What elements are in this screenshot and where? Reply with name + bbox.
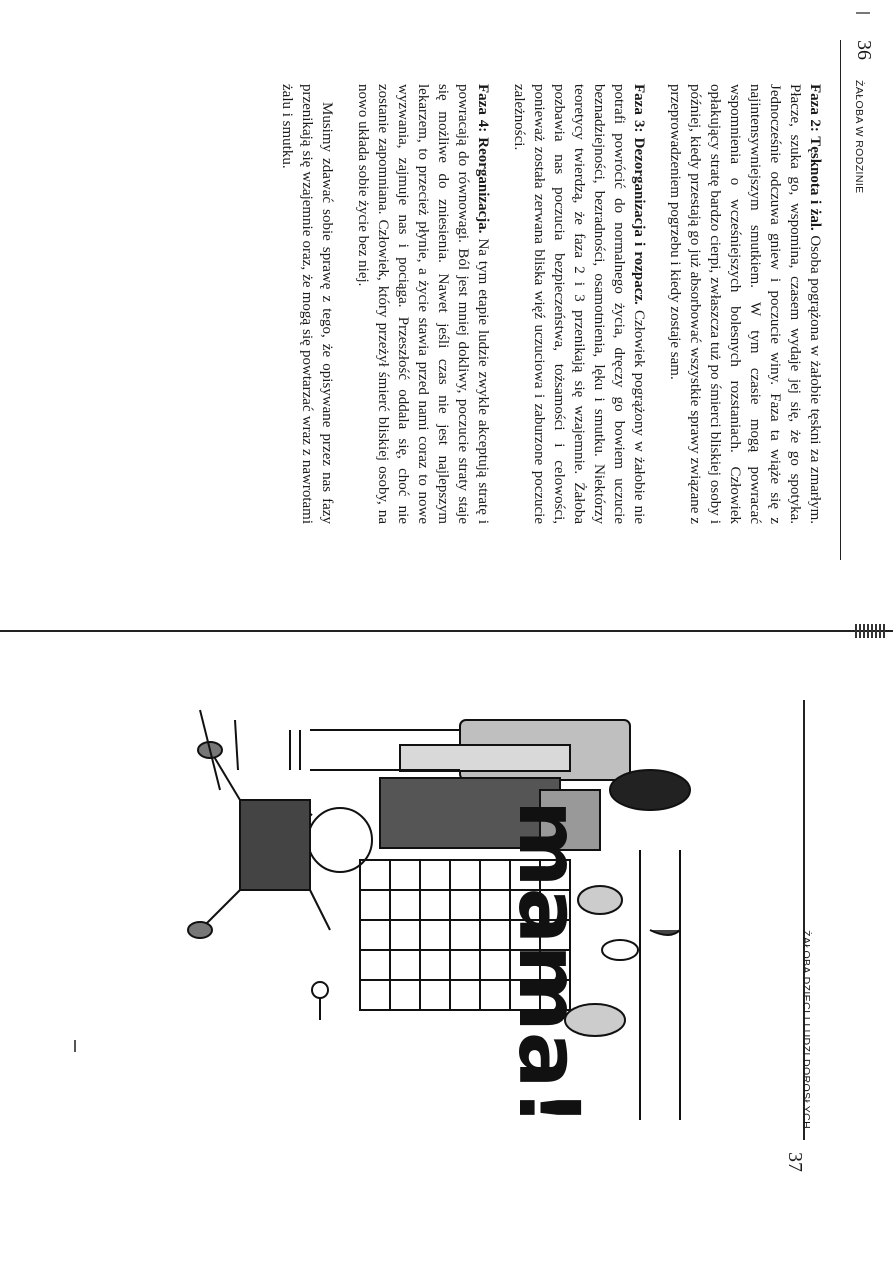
fold-scan-mark (855, 624, 885, 638)
page-36 (5, 40, 885, 560)
page-number-37: 37 (784, 1152, 806, 1172)
page-header (840, 40, 877, 560)
body-text (261, 84, 825, 524)
running-head: ŻAŁOBA W RODZINIE (853, 80, 865, 194)
running-head-37: ŻAŁOBA DZIECI I LUDZI DOROSŁYCH (800, 930, 812, 1130)
illustration-child-with-mother (180, 690, 720, 1160)
page-number: 36 (853, 40, 875, 60)
scan-corner-mark (856, 12, 870, 14)
paragraph-phase-4: Faza 4: Reorganizacja. Na tym etapie ludzie zwykle akceptują stratę i powracają do równowagi. Ból jest mniej dokliwy, poczucie straty staje się możliwe do zniesienia. Nawet jeśli czas nie jest najlepszym lekarzem, to przecież płynie, a życie stawia przed nami coraz to nowe wyzwania, zajmuje nas i pociąga. Przeszłość oddala się, choć nie zostanie zapomniana. Człowiek, który przeżył śmierć bliskiej osoby, na nowo układa sobie życie bez niej. (355, 84, 491, 524)
paragraph-phase-3: Faza 3: Dezorganizacja i rozpacz. Człowiek pogrążony w żałobie nie potrafi powrócić do normalnego życia, dręczy go bowiem uczucie beznadziejności, bezradności, osamotnienia, lęku i smutku. Niektórzy teoretycy twierdzą, że faza 2 i 3 przenikają się wzajemnie. Żałoba pozbawia nas poczucia bezpieczeństwa, tożsamości i celowości, ponieważ została zerwana bliska więź uczuciowa i zaburzone poczucie zależności. (511, 84, 647, 525)
paragraph-phase-2: Faza 2: Tęsknota i żal. Osoba pogrążona w żałobie tęskni za zmarłym. Płacze, szuka go, wspomina, czasem wydaje jej się, że go spotyka. Jednocześnie odczuwa gniew i poczucie winy. Faza ta wiąże się z najintensywniejszym smutkiem. W tym czasie mogą powracać wspomnienia o wcześniejszych bolesnych rozstaniach. Człowiek opłakujący stratę bardzo cierpi, zwłaszcza tuż po śmierci bliskiej osoby i później, kiedy przestają go już absorbować wszystkie sprawy związane z przeprowadzeniem pogrzebu i kiedy zostaje sam. (667, 84, 823, 524)
page-fold-line (0, 630, 893, 632)
paragraph-closing: Musimy zdawać sobie sprawę z tego, że opisywane przez nas fazy przenikają się wzajemnie oraz, że mogą się powtarzać wraz z nawrotami żalu i smutku. (279, 84, 335, 524)
scan-speck (74, 1040, 76, 1052)
mama-exclamation: mama! (500, 800, 598, 1127)
